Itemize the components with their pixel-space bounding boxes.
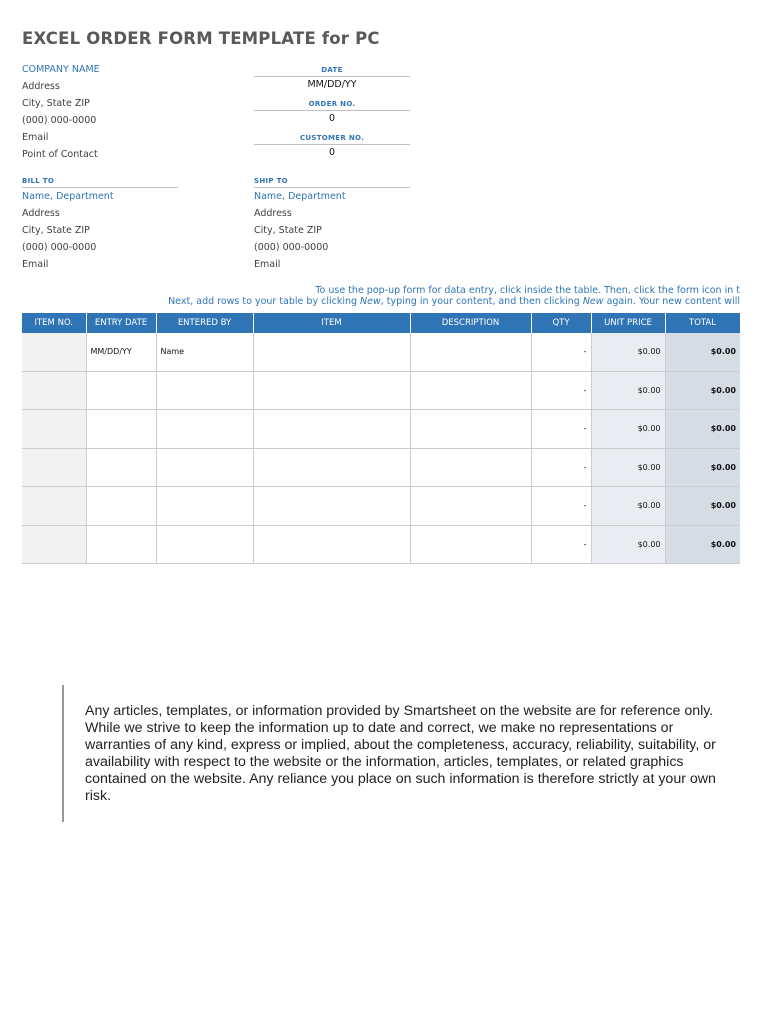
order-block: [254, 99, 410, 126]
cell-total[interactable]: $0.00: [665, 448, 740, 487]
bill-to-email[interactable]: Email: [22, 259, 49, 270]
table-row: [22, 487, 740, 526]
header-entered-by[interactable]: ENTERED BY: [156, 313, 253, 333]
instruction-text-a: Next, add rows to your table by clicking: [168, 296, 361, 307]
company-email[interactable]: Email: [22, 132, 49, 143]
table-header-row: [22, 313, 740, 333]
cell-unit-price[interactable]: $0.00: [591, 448, 665, 487]
ship-to-city[interactable]: City, State ZIP: [254, 225, 322, 236]
header-qty[interactable]: QTY: [531, 313, 591, 333]
customer-no-value[interactable]: 0: [328, 147, 336, 158]
cell-entry-date[interactable]: MM/DD/YY: [86, 333, 156, 371]
cell-entered-by[interactable]: [156, 525, 253, 564]
date-value[interactable]: MM/DD/YY: [307, 79, 357, 90]
cell-item[interactable]: [253, 410, 410, 449]
cell-entered-by[interactable]: [156, 371, 253, 410]
disclaimer-box: [62, 685, 734, 822]
cell-description[interactable]: [410, 371, 531, 410]
customer-no-label: CUSTOMER NO.: [254, 133, 410, 145]
instruction-line-2: [168, 296, 740, 307]
cell-total[interactable]: $0.00: [665, 487, 740, 526]
ship-to-email[interactable]: Email: [254, 259, 281, 270]
cell-item[interactable]: [253, 448, 410, 487]
cell-item[interactable]: [253, 487, 410, 526]
header-unit-price[interactable]: UNIT PRICE: [591, 313, 665, 333]
bill-to-city[interactable]: City, State ZIP: [22, 225, 90, 236]
header-total[interactable]: TOTAL: [665, 313, 740, 333]
table-row: [22, 448, 740, 487]
company-city[interactable]: City, State ZIP: [22, 98, 90, 109]
cell-item-no[interactable]: [22, 487, 86, 526]
cell-item-no[interactable]: [22, 448, 86, 487]
instruction-text-b: , typing in your content, and then clicking: [380, 296, 583, 307]
cell-entered-by[interactable]: [156, 487, 253, 526]
cell-description[interactable]: [410, 448, 531, 487]
cell-entry-date[interactable]: [86, 525, 156, 564]
instruction-line-1: To use the pop-up form for data entry, click inside the table. Then, click the form icon in t: [315, 285, 740, 296]
bill-to-block: [22, 176, 178, 273]
ship-to-block: [254, 176, 410, 273]
header-item-no[interactable]: ITEM NO.: [22, 313, 86, 333]
cell-total[interactable]: $0.00: [665, 333, 740, 371]
instruction-text-c: again. Your new content will: [603, 296, 740, 307]
cell-qty[interactable]: -: [531, 333, 591, 371]
company-phone[interactable]: (000) 000-0000: [22, 115, 97, 126]
company-name[interactable]: COMPANY NAME: [22, 64, 100, 75]
cell-entry-date[interactable]: [86, 487, 156, 526]
cell-entry-date[interactable]: [86, 448, 156, 487]
cell-item-no[interactable]: [22, 410, 86, 449]
cell-entered-by[interactable]: [156, 448, 253, 487]
ship-to-phone[interactable]: (000) 000-0000: [254, 242, 329, 253]
table-row: [22, 371, 740, 410]
bill-to-name[interactable]: Name, Department: [22, 191, 114, 202]
cell-total[interactable]: $0.00: [665, 525, 740, 564]
cell-total[interactable]: $0.00: [665, 410, 740, 449]
cell-entered-by[interactable]: Name: [156, 333, 253, 371]
cell-total[interactable]: $0.00: [665, 371, 740, 410]
cell-description[interactable]: [410, 487, 531, 526]
cell-item[interactable]: [253, 333, 410, 371]
cell-qty[interactable]: -: [531, 371, 591, 410]
company-block: [22, 61, 242, 163]
cell-unit-price[interactable]: $0.00: [591, 371, 665, 410]
company-address[interactable]: Address: [22, 81, 60, 92]
bill-to-phone[interactable]: (000) 000-0000: [22, 242, 97, 253]
company-contact[interactable]: Point of Contact: [22, 149, 98, 160]
table-body: [22, 333, 740, 564]
disclaimer-text: Any articles, templates, or information provided by Smartsheet on the website are for reference only. While we strive to keep the information up to date and correct, we make no representations or warranties of any kind, express or implied, about the completeness, accuracy, reliability, suitability, or availability with respect to the website or the information, articles, templates, or related graphics contained on the website. Any reliance you place on such information is therefore strictly at your own risk.: [85, 703, 716, 804]
bill-to-label: BILL TO: [22, 176, 178, 188]
page-title: EXCEL ORDER FORM TEMPLATE for PC: [22, 29, 380, 48]
ship-to-name[interactable]: Name, Department: [254, 191, 346, 202]
customer-block: [254, 133, 410, 160]
cell-item[interactable]: [253, 525, 410, 564]
cell-qty[interactable]: -: [531, 410, 591, 449]
cell-qty[interactable]: -: [531, 525, 591, 564]
header-description[interactable]: DESCRIPTION: [410, 313, 531, 333]
cell-unit-price[interactable]: $0.00: [591, 487, 665, 526]
cell-item-no[interactable]: [22, 371, 86, 410]
instruction-new-1: New: [360, 296, 381, 307]
instruction-new-2: New: [582, 296, 604, 307]
cell-description[interactable]: [410, 410, 531, 449]
cell-unit-price[interactable]: $0.00: [591, 333, 665, 371]
date-label: DATE: [254, 65, 410, 77]
order-table: [22, 313, 740, 564]
table-row: [22, 410, 740, 449]
order-table-wrap: [22, 313, 740, 564]
cell-item-no[interactable]: [22, 333, 86, 371]
table-row: [22, 333, 740, 371]
table-row: [22, 525, 740, 564]
cell-entered-by[interactable]: [156, 410, 253, 449]
order-no-value[interactable]: 0: [328, 113, 336, 124]
cell-item-no[interactable]: [22, 525, 86, 564]
ship-to-address[interactable]: Address: [254, 208, 292, 219]
cell-description[interactable]: [410, 525, 531, 564]
header-item[interactable]: ITEM: [253, 313, 410, 333]
cell-entry-date[interactable]: [86, 410, 156, 449]
cell-description[interactable]: [410, 333, 531, 371]
cell-qty[interactable]: -: [531, 448, 591, 487]
cell-entry-date[interactable]: [86, 371, 156, 410]
cell-qty[interactable]: -: [531, 487, 591, 526]
ship-to-label: SHIP TO: [254, 176, 410, 188]
cell-item[interactable]: [253, 371, 410, 410]
header-entry-date[interactable]: ENTRY DATE: [86, 313, 156, 333]
order-no-label: ORDER NO.: [254, 99, 410, 111]
cell-unit-price[interactable]: $0.00: [591, 525, 665, 564]
cell-unit-price[interactable]: $0.00: [591, 410, 665, 449]
bill-to-address[interactable]: Address: [22, 208, 60, 219]
date-block: [254, 65, 410, 92]
